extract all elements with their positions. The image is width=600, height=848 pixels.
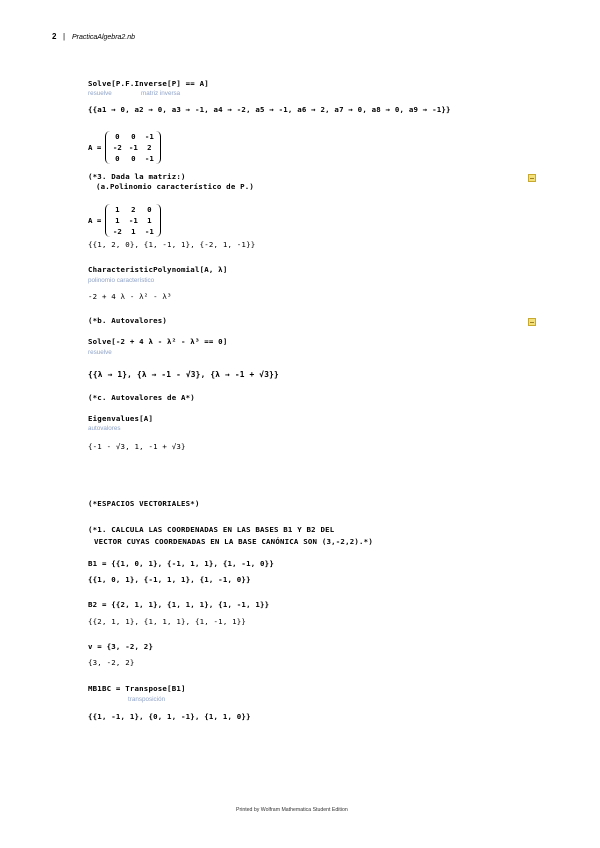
matrix-cell: -1	[144, 132, 154, 141]
matrix-label: A =	[88, 143, 102, 152]
solve-poly-output: {{λ → 1}, {λ → -1 - √3}, {λ → -1 + √3}}	[88, 370, 279, 379]
task-line-1[interactable]: (*1. CALCULA LAS COORDENADAS EN LAS BASES B1 Y B2 DEL	[88, 525, 335, 534]
comment-autovalores[interactable]: (*b. Autovalores)	[88, 316, 168, 325]
hint-transposicion: transposición	[128, 696, 166, 703]
comment-autovalores-a[interactable]: (*c. Autovalores de A*)	[88, 393, 195, 402]
matrix-a-output: {{1, 2, 0}, {1, -1, 1}, {-2, 1, -1}}	[88, 240, 256, 249]
solve-poly-input[interactable]: Solve[-2 + 4 λ - λ² - λ³ == 0]	[88, 337, 228, 346]
matrix-cell: 0	[131, 132, 136, 141]
b2-output: {{2, 1, 1}, {1, 1, 1}, {1, -1, 1}}	[88, 617, 247, 626]
hint-matriz-inversa: matriz inversa	[141, 90, 181, 97]
hint-resuelve: resuelve	[88, 349, 112, 356]
v-input[interactable]: v = {3, -2, 2}	[88, 642, 154, 651]
matrix-cell: -2	[112, 227, 122, 236]
matrix-cell: 0	[115, 154, 120, 163]
comment-dada-matriz[interactable]: (*3. Dada la matriz:)	[88, 172, 186, 181]
mb1bc-input[interactable]: MB1BC = Transpose[B1]	[88, 684, 186, 693]
hint-autovalores: autovalores	[88, 425, 121, 432]
matrix-cell: -1	[144, 227, 154, 236]
hint-polinomio: polinomio característico	[88, 277, 155, 284]
page-number: 2	[52, 32, 57, 41]
matrix-a-definition[interactable]	[88, 204, 161, 237]
matrix-cell: -1	[128, 143, 138, 152]
solve-inverse-input[interactable]: Solve[P.F.Inverse[P] == A]	[88, 79, 209, 88]
task-line-2[interactable]: VECTOR CUYAS COORDENADAS EN LA BASE CANÓNICA SON (3,-2,2).*)	[94, 537, 373, 546]
matrix-cell: 1	[115, 205, 120, 214]
mb1bc-output: {{1, -1, 1}, {0, 1, -1}, {1, 1, 0}}	[88, 712, 251, 721]
charpoly-input[interactable]: CharacteristicPolynomial[A, λ]	[88, 265, 228, 274]
matrix-cell: 1	[147, 216, 152, 225]
charpoly-output: -2 + 4 λ - λ² - λ³	[88, 292, 172, 301]
matrix-a-solution	[88, 131, 161, 164]
b1-output: {{1, 0, 1}, {-1, 1, 1}, {1, -1, 0}}	[88, 575, 251, 584]
v-output: {3, -2, 2}	[88, 658, 135, 667]
header-separator: |	[63, 32, 66, 41]
file-name: PracticaAlgebra2.nb	[72, 34, 136, 41]
matrix-cell: 0	[115, 132, 120, 141]
matrix-cell: 1	[115, 216, 120, 225]
matrix-cell: 2	[131, 205, 136, 214]
comment-polinomio[interactable]: (a.Polinomio característico de P.)	[96, 182, 255, 191]
solve-inverse-output: {{a1 → 0, a2 → 0, a3 → -1, a4 → -2, a5 → -1, a6 → 2, a7 → 0, a8 → 0, a9 → -1}}	[88, 105, 451, 114]
matrix-cell: 2	[147, 143, 152, 152]
note-icon[interactable]	[528, 174, 536, 182]
matrix-label: A =	[88, 216, 102, 225]
comment-espacios[interactable]: (*ESPACIOS VECTORIALES*)	[88, 499, 200, 508]
note-icon[interactable]	[528, 318, 536, 326]
footer-text: Printed by Wolfram Mathematica Student Edition	[236, 807, 348, 813]
b1-input[interactable]: B1 = {{1, 0, 1}, {-1, 1, 1}, {1, -1, 0}}	[88, 559, 274, 568]
matrix-cell: -1	[144, 154, 154, 163]
matrix-cell: -2	[112, 143, 122, 152]
hint-resuelve: resuelve	[88, 90, 112, 97]
b2-input[interactable]: B2 = {{2, 1, 1}, {1, 1, 1}, {1, -1, 1}}	[88, 600, 270, 609]
matrix-cell: 1	[131, 227, 136, 236]
matrix-cell: -1	[128, 216, 138, 225]
eigenvalues-input[interactable]: Eigenvalues[A]	[88, 414, 154, 423]
eigenvalues-output: {-1 - √3, 1, -1 + √3}	[88, 442, 186, 451]
matrix-grid	[105, 204, 161, 237]
matrix-cell: 0	[131, 154, 136, 163]
matrix-grid	[105, 131, 161, 164]
matrix-cell: 0	[147, 205, 152, 214]
